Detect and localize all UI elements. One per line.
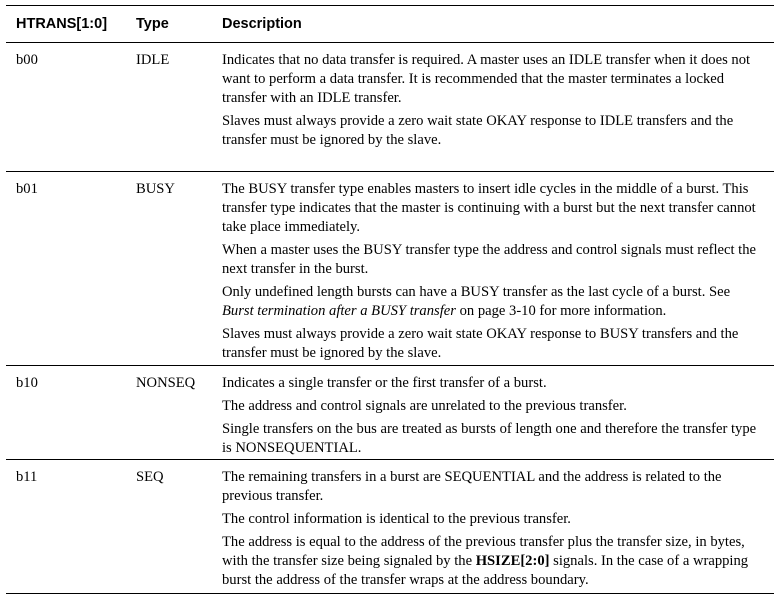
- description-paragraph: The remaining transfers in a burst are SEQUENTIAL and the address is related to the previous transfer.: [222, 469, 722, 504]
- header-htrans: HTRANS[1:0]: [16, 16, 108, 32]
- paragraph-text: signals. In the case of a wrapping burst the address of the transfer wraps at the address boundary.: [222, 553, 749, 588]
- description-paragraph: The control information is identical to the previous transfer.: [222, 511, 571, 527]
- description-paragraph: [222, 533, 764, 590]
- paragraph-text: The address is equal to the address of the previous transfer plus the transfer size, in bytes, with the transfer size being signaled by the: [222, 534, 745, 569]
- cross-reference-link[interactable]: Burst termination after a BUSY transfer: [222, 303, 456, 319]
- row-type: SEQ: [136, 469, 164, 485]
- table-row: [6, 43, 774, 172]
- description-paragraph: Indicates a single transfer or the first transfer of a burst.: [222, 375, 547, 391]
- row-code: b01: [16, 181, 38, 197]
- row-type: BUSY: [136, 181, 175, 197]
- table-header: [6, 6, 774, 43]
- description-paragraph: When a master uses the BUSY transfer type the address and control signals must reflect the next transfer in the burst.: [222, 242, 757, 277]
- row-code: b11: [16, 469, 38, 485]
- description-paragraph: Indicates that no data transfer is required. A master uses an IDLE transfer when it does not want to perform a data transfer. It is recommended that the master terminates a locked transfer with an IDLE transfer.: [222, 52, 751, 106]
- header-type: Type: [136, 16, 169, 32]
- row-code: b00: [16, 52, 38, 68]
- description-paragraph: Slaves must always provide a zero wait state OKAY response to IDLE transfers and the transfer must be ignored by the slave.: [222, 113, 734, 148]
- header-description: Description: [222, 16, 302, 32]
- description-paragraph: [222, 283, 764, 321]
- htrans-table: [6, 5, 774, 594]
- row-type: NONSEQ: [136, 375, 196, 391]
- paragraph-text: on page 3-10 for more information.: [459, 303, 667, 319]
- row-type: IDLE: [136, 52, 170, 68]
- row-description: [208, 468, 774, 586]
- signal-name: HSIZE[2:0]: [475, 553, 550, 569]
- table-row: [6, 460, 774, 594]
- description-paragraph: The BUSY transfer type enables masters to insert idle cycles in the middle of a burst. This transfer type indicates that the master is continuing with a burst but the next transfer cannot take place immediately.: [222, 181, 756, 235]
- table-row: [6, 366, 774, 460]
- description-paragraph: The address and control signals are unrelated to the previous transfer.: [222, 398, 627, 414]
- description-paragraph: Slaves must always provide a zero wait state OKAY response to BUSY transfers and the transfer must be ignored by the slave.: [222, 326, 739, 361]
- row-code: b10: [16, 375, 38, 391]
- paragraph-text: Only undefined length bursts can have a BUSY transfer as the last cycle of a burst. See: [222, 284, 731, 300]
- row-description: [208, 51, 774, 164]
- row-description: [208, 180, 774, 361]
- description-paragraph: Single transfers on the bus are treated as bursts of length one and therefore the transfer type is NONSEQUENTIAL.: [222, 421, 757, 456]
- row-description: [208, 374, 774, 456]
- table-row: [6, 172, 774, 366]
